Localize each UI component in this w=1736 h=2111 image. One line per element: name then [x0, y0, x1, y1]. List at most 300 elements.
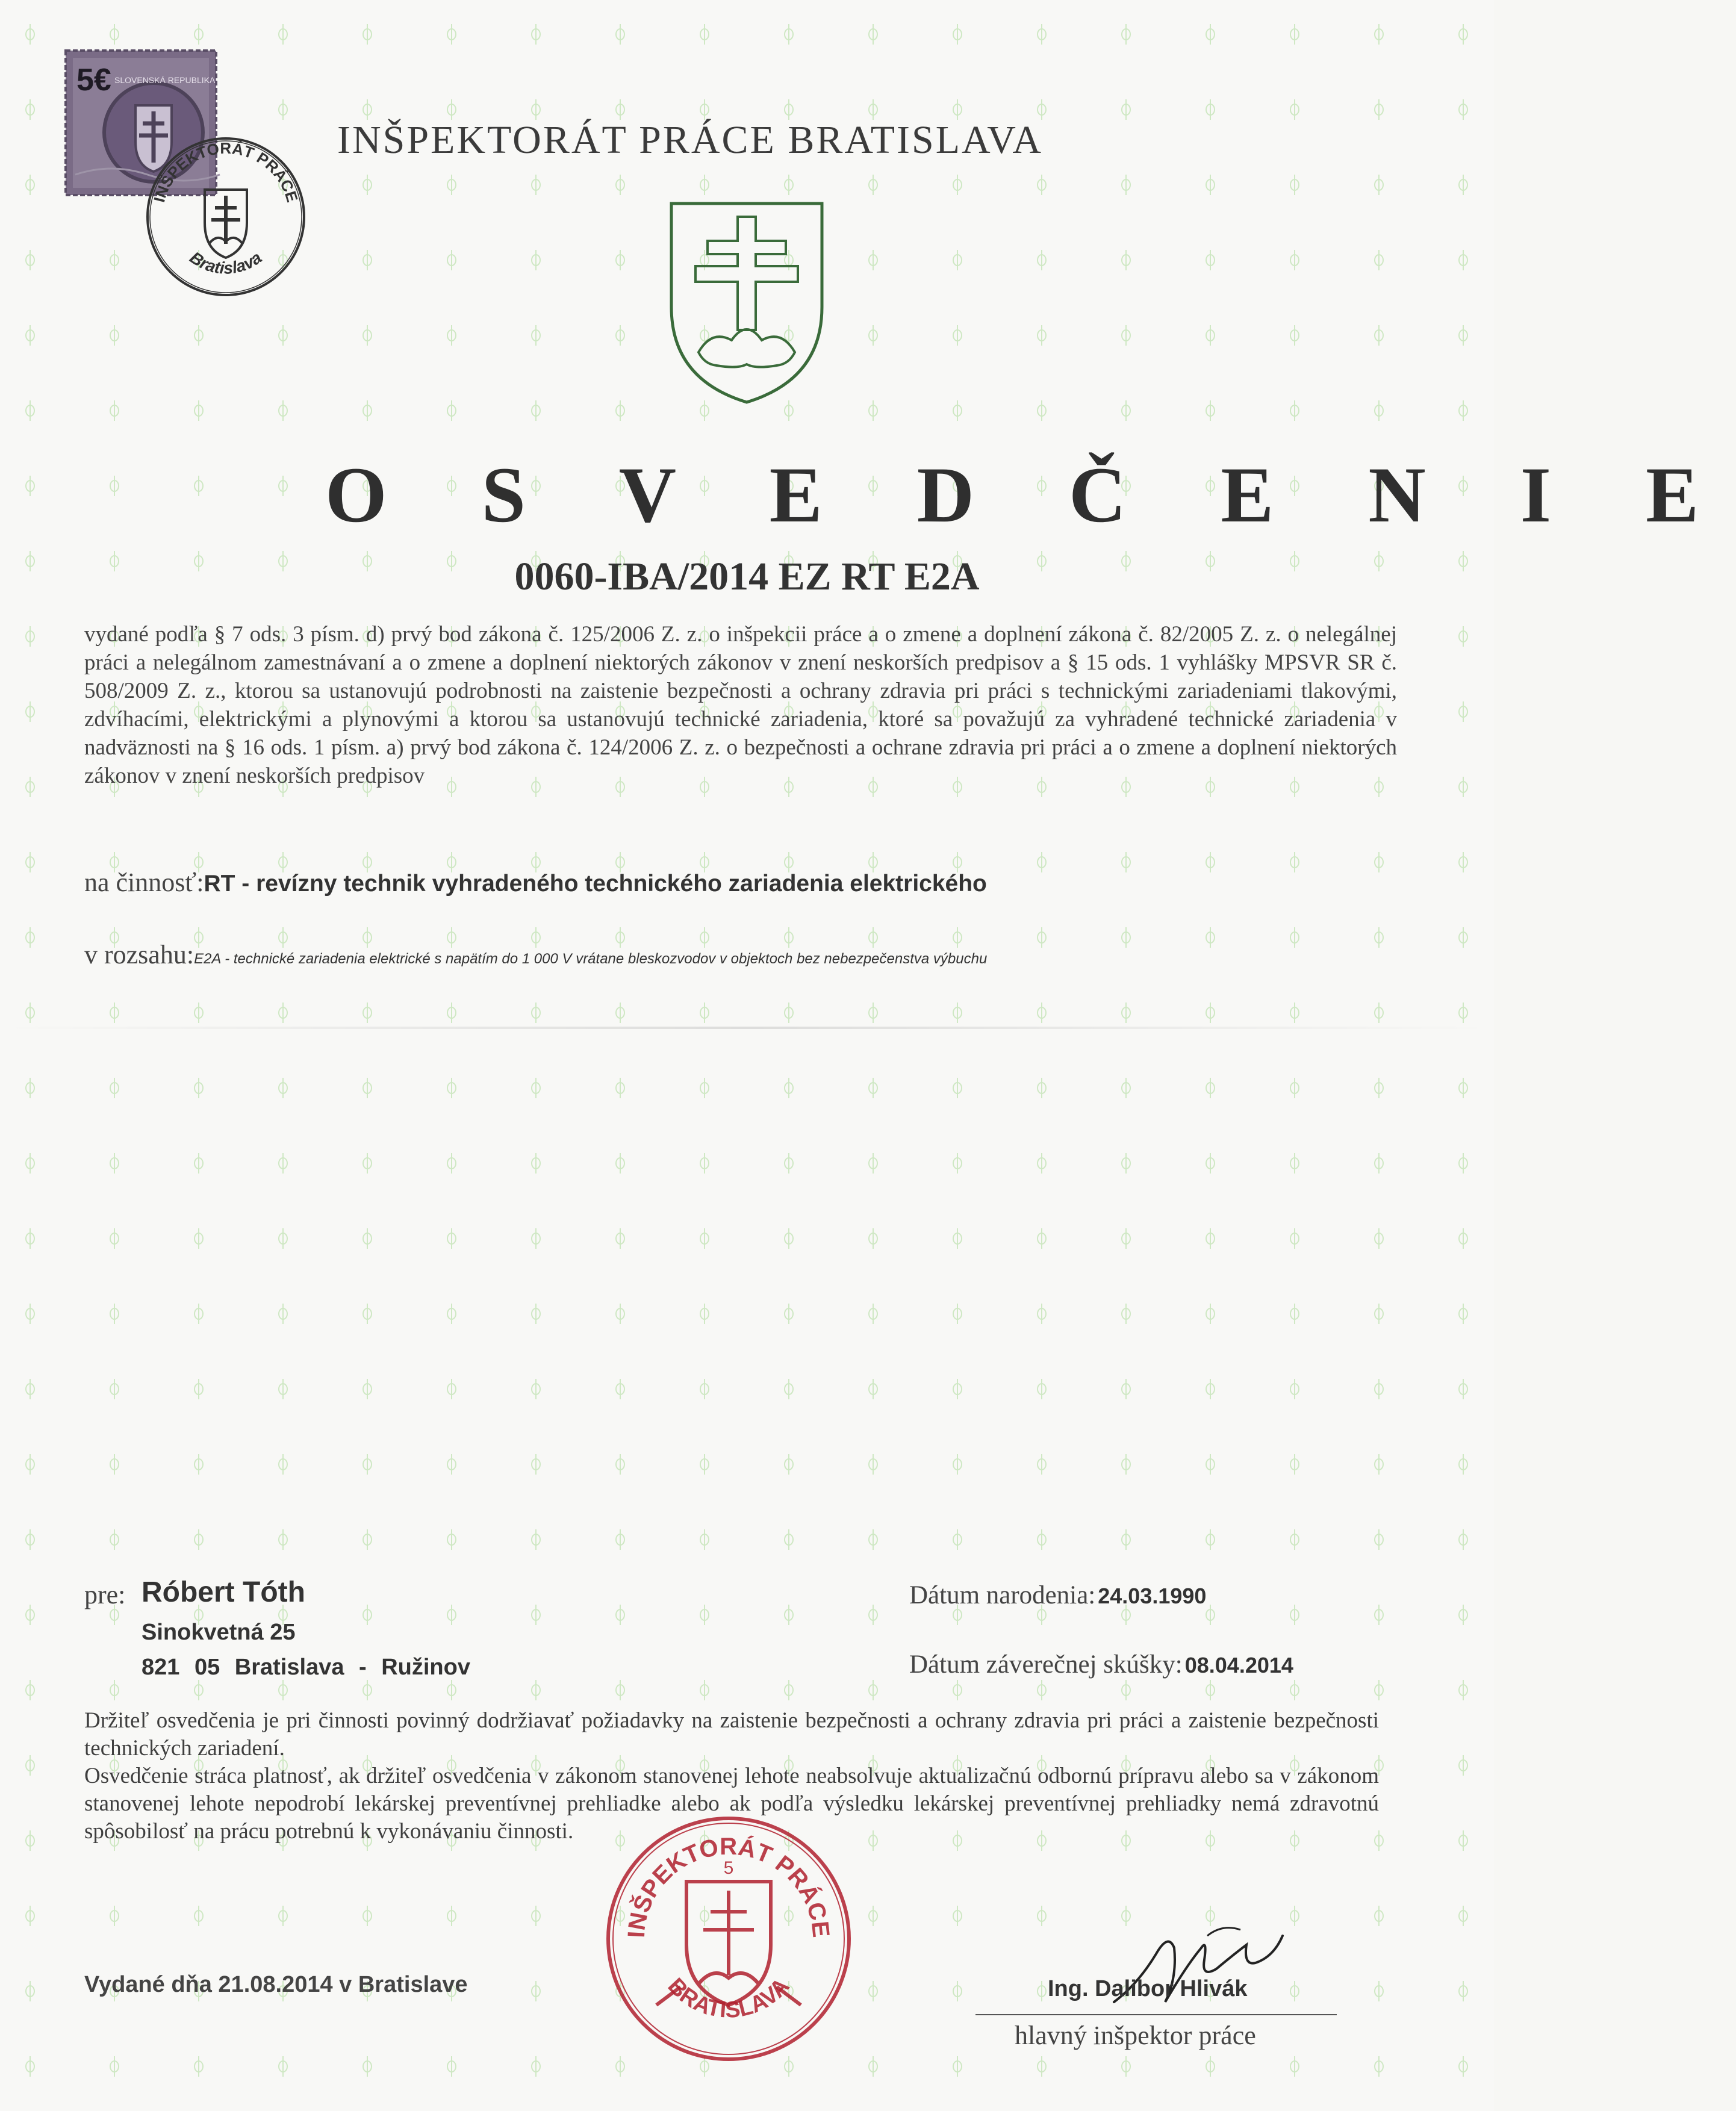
watermark-emblem-icon — [1206, 250, 1215, 270]
watermark-emblem-icon — [1459, 777, 1467, 797]
watermark-emblem-icon — [1038, 325, 1046, 346]
watermark-emblem-icon — [110, 1228, 119, 1249]
watermark-emblem-icon — [1459, 1153, 1467, 1174]
watermark-emblem-icon — [1459, 175, 1467, 195]
watermark-emblem-icon — [1206, 175, 1215, 195]
activity-label: na činnosť: — [84, 868, 204, 897]
watermark-emblem-icon — [1290, 1153, 1299, 1174]
watermark-emblem-icon — [1459, 400, 1467, 421]
watermark-emblem-icon — [869, 1078, 877, 1098]
watermark-emblem-icon — [869, 24, 877, 45]
watermark-emblem-icon — [194, 1454, 203, 1475]
watermark-emblem-icon — [1038, 1078, 1046, 1098]
watermark-emblem-icon — [532, 1379, 540, 1399]
legal-basis-text: vydané podľa § 7 ods. 3 písm. d) prvý bod zákona č. 125/2006 Z. z. o inšpekcii práce a o zmene a doplnení zákona č. 82/2005 Z. z. o nelegálnej práci a nelegálnom zamestnávaní a o zmene a doplnení niektorých zákonov v znení neskorších predpisov a § 15 ods. 1 vyhlášky MPSVR SR č. 508/2009 Z. z., ktorou sa ustanovujú podrobnosti na zaistenie bezpečnosti a ochrany zdravia pri práci s technickými zariadeniami tlakovými, zdvíhacími, elektrickými a plynovými a ktorou sa ustanovujú technické zariadenia, ktoré sa považujú za vyhradené technické zariadenia v nadväznosti na § 16 ods. 1 písm. a) prvý bod zákona č. 124/2006 Z. z. o bezpečnosti a ochrane zdravia pri práci a o zmene a doplnení niektorých zákonov v znení neskorších predpisov — [84, 622, 1397, 788]
watermark-emblem-icon — [1459, 1830, 1467, 1851]
watermark-emblem-icon — [26, 1680, 34, 1700]
watermark-emblem-icon — [110, 1906, 119, 1926]
watermark-emblem-icon — [110, 325, 119, 346]
watermark-emblem-icon — [447, 1078, 456, 1098]
watermark-emblem-icon — [1375, 99, 1383, 120]
watermark-emblem-icon — [532, 24, 540, 45]
signer-title: hlavný inšpektor práce — [1015, 2021, 1256, 2050]
watermark-emblem-icon — [279, 1304, 287, 1324]
watermark-emblem-icon — [532, 1906, 540, 1926]
watermark-emblem-icon — [194, 1379, 203, 1399]
watermark-emblem-icon — [785, 1228, 793, 1249]
watermark-emblem-icon — [1290, 1228, 1299, 1249]
watermark-emblem-icon — [1459, 927, 1467, 948]
watermark-emblem-icon — [785, 1153, 793, 1174]
watermark-emblem-icon — [26, 927, 34, 948]
watermark-emblem-icon — [110, 1003, 119, 1023]
watermark-emblem-icon — [616, 250, 624, 270]
signature-line — [975, 2014, 1337, 2015]
watermark-emblem-icon — [447, 1906, 456, 1926]
watermark-emblem-icon — [1459, 2056, 1467, 2077]
watermark-emblem-icon — [1038, 1153, 1046, 1174]
watermark-emblem-icon — [700, 99, 709, 120]
exam-date-value: 08.04.2014 — [1184, 1653, 1293, 1677]
watermark-emblem-icon — [363, 250, 372, 270]
watermark-emblem-icon — [953, 325, 962, 346]
watermark-emblem-icon — [1206, 1454, 1215, 1475]
watermark-emblem-icon — [363, 1680, 372, 1700]
revenue-stamp-text: SLOVENSKÁ REPUBLIKA — [114, 75, 216, 85]
watermark-emblem-icon — [785, 175, 793, 195]
watermark-emblem-icon — [1290, 1680, 1299, 1700]
watermark-emblem-icon — [1122, 175, 1130, 195]
watermark-emblem-icon — [1459, 1228, 1467, 1249]
watermark-emblem-icon — [1459, 626, 1467, 647]
watermark-emblem-icon — [1038, 1003, 1046, 1023]
watermark-emblem-icon — [26, 1153, 34, 1174]
watermark-emblem-icon — [616, 400, 624, 421]
watermark-emblem-icon — [363, 1379, 372, 1399]
watermark-emblem-icon — [785, 1680, 793, 1700]
watermark-emblem-icon — [279, 1680, 287, 1700]
holder-city: 821 05 Bratislava - Ružinov — [142, 1655, 470, 1680]
watermark-emblem-icon — [616, 99, 624, 120]
seal-bottom-text: BRATISLAVA — [662, 1973, 795, 2023]
watermark-emblem-icon — [869, 99, 877, 120]
watermark-emblem-icon — [447, 1304, 456, 1324]
watermark-emblem-icon — [1290, 400, 1299, 421]
watermark-emblem-icon — [279, 325, 287, 346]
holder-label: pre: — [84, 1580, 126, 1609]
watermark-emblem-icon — [1459, 701, 1467, 722]
watermark-emblem-icon — [1375, 1454, 1383, 1475]
watermark-emblem-icon — [1459, 24, 1467, 45]
watermark-emblem-icon — [1038, 175, 1046, 195]
watermark-emblem-icon — [279, 476, 287, 496]
watermark-emblem-icon — [785, 24, 793, 45]
watermark-emblem-icon — [363, 2056, 372, 2077]
watermark-emblem-icon — [26, 1304, 34, 1324]
watermark-emblem-icon — [1459, 1454, 1467, 1475]
watermark-emblem-icon — [26, 175, 34, 195]
watermark-emblem-icon — [869, 250, 877, 270]
watermark-emblem-icon — [700, 1379, 709, 1399]
watermark-emblem-icon — [1122, 99, 1130, 120]
holder-street: Sinokvetná 25 — [142, 1620, 296, 1645]
watermark-emblem-icon — [1290, 1078, 1299, 1098]
watermark-emblem-icon — [447, 175, 456, 195]
watermark-emblem-icon — [110, 1379, 119, 1399]
watermark-emblem-icon — [1290, 1379, 1299, 1399]
watermark-emblem-icon — [1038, 2056, 1046, 2077]
conditions-paragraph-1: Držiteľ osvedčenia je pri činnosti povinný dodržiavať požiadavky na zaistenie bezpečnosti a ochrany zdravia pri práci a zaistenie bezpečnosti technických zariadení. — [84, 1708, 1379, 1761]
watermark-emblem-icon — [1038, 1906, 1046, 1926]
watermark-emblem-icon — [279, 1003, 287, 1023]
watermark-emblem-icon — [363, 1078, 372, 1098]
watermark-emblem-icon — [26, 1605, 34, 1625]
watermark-emblem-icon — [616, 1379, 624, 1399]
watermark-emblem-icon — [869, 175, 877, 195]
watermark-emblem-icon — [953, 24, 962, 45]
watermark-emblem-icon — [447, 400, 456, 421]
watermark-emblem-icon — [26, 1078, 34, 1098]
seal-top-text: INŠPEKTORÁT PRÁCE — [623, 1833, 835, 1939]
watermark-emblem-icon — [1290, 1454, 1299, 1475]
watermark-emblem-icon — [953, 175, 962, 195]
watermark-emblem-icon — [616, 1078, 624, 1098]
watermark-emblem-icon — [194, 325, 203, 346]
watermark-emblem-icon — [1375, 24, 1383, 45]
watermark-emblem-icon — [1206, 1379, 1215, 1399]
watermark-emblem-icon — [869, 400, 877, 421]
watermark-emblem-icon — [532, 1153, 540, 1174]
watermark-emblem-icon — [1459, 1906, 1467, 1926]
fold-line — [0, 1027, 1494, 1029]
watermark-emblem-icon — [869, 325, 877, 346]
watermark-emblem-icon — [1459, 1981, 1467, 2001]
watermark-emblem-icon — [363, 1906, 372, 1926]
watermark-emblem-icon — [1206, 1228, 1215, 1249]
watermark-emblem-icon — [279, 2056, 287, 2077]
watermark-emblem-icon — [194, 1680, 203, 1700]
watermark-emblem-icon — [1375, 1906, 1383, 1926]
watermark-emblem-icon — [194, 476, 203, 496]
watermark-emblem-icon — [785, 1529, 793, 1550]
watermark-emblem-icon — [1038, 1228, 1046, 1249]
birth-date-row — [909, 1581, 1206, 1610]
watermark-emblem-icon — [953, 1680, 962, 1700]
watermark-emblem-icon — [953, 1379, 962, 1399]
watermark-emblem-icon — [363, 325, 372, 346]
watermark-emblem-icon — [26, 626, 34, 647]
watermark-emblem-icon — [447, 1605, 456, 1625]
watermark-emblem-icon — [1459, 852, 1467, 872]
watermark-emblem-icon — [194, 1529, 203, 1550]
coat-of-arms-icon — [665, 199, 828, 406]
watermark-emblem-icon — [26, 400, 34, 421]
watermark-emblem-icon — [1459, 1755, 1467, 1776]
watermark-emblem-icon — [1122, 2056, 1130, 2077]
watermark-emblem-icon — [447, 250, 456, 270]
watermark-emblem-icon — [1375, 1228, 1383, 1249]
exam-date-row — [909, 1650, 1293, 1679]
watermark-emblem-icon — [1375, 1680, 1383, 1700]
watermark-emblem-icon — [363, 1153, 372, 1174]
watermark-emblem-icon — [279, 1906, 287, 1926]
watermark-emblem-icon — [110, 250, 119, 270]
watermark-emblem-icon — [1290, 250, 1299, 270]
watermark-emblem-icon — [1038, 1379, 1046, 1399]
watermark-emblem-icon — [26, 777, 34, 797]
watermark-emblem-icon — [110, 400, 119, 421]
watermark-emblem-icon — [1290, 1304, 1299, 1324]
watermark-emblem-icon — [363, 1529, 372, 1550]
watermark-emblem-icon — [1038, 250, 1046, 270]
watermark-emblem-icon — [26, 1981, 34, 2001]
watermark-emblem-icon — [363, 1454, 372, 1475]
watermark-emblem-icon — [1375, 250, 1383, 270]
activity-value: RT - revízny technik vyhradeného technického zariadenia elektrického — [204, 871, 987, 897]
watermark-emblem-icon — [447, 1379, 456, 1399]
watermark-emblem-icon — [785, 99, 793, 120]
watermark-emblem-icon — [953, 1228, 962, 1249]
watermark-emblem-icon — [26, 1755, 34, 1776]
watermark-emblem-icon — [616, 175, 624, 195]
watermark-emblem-icon — [1290, 99, 1299, 120]
birth-date-label: Dátum narodenia: — [909, 1581, 1096, 1609]
watermark-emblem-icon — [532, 325, 540, 346]
watermark-emblem-icon — [700, 175, 709, 195]
watermark-emblem-icon — [363, 400, 372, 421]
watermark-emblem-icon — [194, 1906, 203, 1926]
watermark-emblem-icon — [700, 1228, 709, 1249]
watermark-emblem-icon — [279, 1078, 287, 1098]
watermark-emblem-icon — [869, 1680, 877, 1700]
watermark-emblem-icon — [953, 99, 962, 120]
watermark-emblem-icon — [1375, 1605, 1383, 1625]
watermark-emblem-icon — [447, 325, 456, 346]
watermark-emblem-icon — [1206, 99, 1215, 120]
watermark-emblem-icon — [869, 1605, 877, 1625]
holder-name: Róbert Tóth — [142, 1576, 305, 1608]
watermark-emblem-icon — [110, 1529, 119, 1550]
exam-date-label: Dátum záverečnej skúšky: — [909, 1650, 1183, 1679]
watermark-emblem-icon — [1375, 175, 1383, 195]
watermark-emblem-icon — [1459, 1529, 1467, 1550]
watermark-emblem-icon — [1038, 1981, 1046, 2001]
watermark-emblem-icon — [700, 1529, 709, 1550]
watermark-emblem-icon — [1375, 2056, 1383, 2077]
watermark-emblem-icon — [1206, 1605, 1215, 1625]
watermark-emblem-icon — [26, 1228, 34, 1249]
watermark-emblem-icon — [700, 1003, 709, 1023]
watermark-emblem-icon — [953, 2056, 962, 2077]
watermark-emblem-icon — [1459, 325, 1467, 346]
watermark-emblem-icon — [447, 2056, 456, 2077]
watermark-emblem-icon — [447, 24, 456, 45]
watermark-emblem-icon — [1206, 1680, 1215, 1700]
birth-date-value: 24.03.1990 — [1098, 1584, 1207, 1608]
watermark-emblem-icon — [532, 1003, 540, 1023]
watermark-emblem-icon — [194, 24, 203, 45]
conditions-paragraph-2: Osvedčenie stráca platnosť, ak držiteľ osvedčenia v zákonom stanovenej lehote neabsolvuje aktualizačnú odbornú prípravu alebo sa v zákonom stanovenej lehote nepodrobí lekárskej preventívnej prehliadke alebo ak podľa výsledku lekárskej preventívnej prehliadky nemá zdravotnú spôsobilosť na prácu potrebnú k vykonávaniu činnosti. — [84, 1764, 1379, 1844]
watermark-emblem-icon — [1375, 1304, 1383, 1324]
watermark-emblem-icon — [532, 1454, 540, 1475]
watermark-emblem-icon — [953, 1454, 962, 1475]
watermark-emblem-icon — [1206, 400, 1215, 421]
watermark-emblem-icon — [953, 1529, 962, 1550]
watermark-emblem-icon — [616, 325, 624, 346]
watermark-emblem-icon — [1459, 250, 1467, 270]
activity-row — [84, 867, 1409, 898]
watermark-emblem-icon — [1375, 400, 1383, 421]
watermark-emblem-icon — [26, 1529, 34, 1550]
watermark-emblem-icon — [1206, 2056, 1215, 2077]
watermark-emblem-icon — [1290, 175, 1299, 195]
watermark-emblem-icon — [194, 1153, 203, 1174]
watermark-emblem-icon — [1459, 1078, 1467, 1098]
watermark-emblem-icon — [1122, 1003, 1130, 1023]
watermark-emblem-icon — [279, 1379, 287, 1399]
watermark-emblem-icon — [532, 1605, 540, 1625]
watermark-emblem-icon — [616, 1529, 624, 1550]
watermark-emblem-icon — [26, 852, 34, 872]
watermark-emblem-icon — [869, 1529, 877, 1550]
office-stamp-bottom-text: Bratislava — [186, 247, 266, 278]
watermark-emblem-icon — [1290, 24, 1299, 45]
watermark-emblem-icon — [532, 1304, 540, 1324]
watermark-emblem-icon — [785, 1605, 793, 1625]
watermark-emblem-icon — [532, 1981, 540, 2001]
watermark-emblem-icon — [953, 1153, 962, 1174]
watermark-emblem-icon — [1206, 24, 1215, 45]
watermark-emblem-icon — [26, 24, 34, 45]
watermark-emblem-icon — [447, 1454, 456, 1475]
document-title: O S V E D Č E N I E — [325, 450, 1736, 539]
watermark-emblem-icon — [194, 2056, 203, 2077]
issue-date-place: Vydané dňa 21.08.2014 v Bratislave — [84, 1972, 468, 1997]
scope-label: v rozsahu: — [84, 940, 194, 969]
watermark-emblem-icon — [194, 1304, 203, 1324]
watermark-emblem-icon — [26, 1906, 34, 1926]
watermark-emblem-icon — [279, 1153, 287, 1174]
svg-text:Bratislava — [187, 248, 266, 278]
watermark-emblem-icon — [532, 400, 540, 421]
watermark-emblem-icon — [279, 400, 287, 421]
watermark-emblem-icon — [26, 701, 34, 722]
watermark-emblem-icon — [616, 24, 624, 45]
watermark-emblem-icon — [1038, 400, 1046, 421]
watermark-emblem-icon — [532, 2056, 540, 2077]
certificate-number: 0060-IBA/2014 EZ RT E2A — [514, 555, 980, 598]
watermark-emblem-icon — [785, 1003, 793, 1023]
watermark-emblem-icon — [1375, 1003, 1383, 1023]
watermark-emblem-icon — [110, 476, 119, 496]
watermark-emblem-icon — [279, 1529, 287, 1550]
watermark-emblem-icon — [1038, 99, 1046, 120]
watermark-emblem-icon — [953, 1906, 962, 1926]
watermark-emblem-icon — [447, 1228, 456, 1249]
watermark-emblem-icon — [279, 99, 287, 120]
watermark-emblem-icon — [700, 1605, 709, 1625]
svg-text:INŠPEKTORÁT PRÁCE — [150, 139, 302, 204]
watermark-emblem-icon — [194, 400, 203, 421]
watermark-emblem-icon — [700, 1153, 709, 1174]
watermark-emblem-icon — [1122, 1454, 1130, 1475]
watermark-emblem-icon — [1459, 1680, 1467, 1700]
watermark-emblem-icon — [1375, 325, 1383, 346]
watermark-emblem-icon — [110, 1153, 119, 1174]
watermark-emblem-icon — [700, 24, 709, 45]
watermark-emblem-icon — [110, 1680, 119, 1700]
watermark-emblem-icon — [616, 1153, 624, 1174]
watermark-emblem-icon — [785, 1454, 793, 1475]
watermark-emblem-icon — [1038, 1680, 1046, 1700]
watermark-emblem-icon — [363, 1228, 372, 1249]
watermark-emblem-icon — [869, 1153, 877, 1174]
office-round-stamp — [135, 132, 316, 301]
watermark-emblem-icon — [532, 250, 540, 270]
watermark-emblem-icon — [616, 1680, 624, 1700]
watermark-emblem-icon — [869, 1454, 877, 1475]
watermark-emblem-icon — [1290, 1003, 1299, 1023]
watermark-emblem-icon — [194, 1078, 203, 1098]
watermark-emblem-icon — [110, 2056, 119, 2077]
watermark-emblem-icon — [700, 1680, 709, 1700]
watermark-emblem-icon — [532, 1228, 540, 1249]
watermark-emblem-icon — [110, 24, 119, 45]
watermark-emblem-icon — [1375, 1529, 1383, 1550]
watermark-emblem-icon — [1290, 325, 1299, 346]
watermark-emblem-icon — [1459, 99, 1467, 120]
watermark-emblem-icon — [1122, 1153, 1130, 1174]
watermark-emblem-icon — [532, 99, 540, 120]
watermark-emblem-icon — [110, 1304, 119, 1324]
office-stamp-top-text: INŠPEKTORÁT PRÁCE — [150, 138, 302, 205]
watermark-emblem-icon — [616, 1605, 624, 1625]
watermark-emblem-icon — [869, 1003, 877, 1023]
watermark-emblem-icon — [363, 24, 372, 45]
watermark-emblem-icon — [279, 24, 287, 45]
watermark-emblem-icon — [953, 250, 962, 270]
watermark-emblem-icon — [616, 1454, 624, 1475]
watermark-emblem-icon — [1122, 1680, 1130, 1700]
watermark-emblem-icon — [26, 325, 34, 346]
watermark-emblem-icon — [869, 1981, 877, 2001]
watermark-emblem-icon — [1038, 1454, 1046, 1475]
watermark-emblem-icon — [869, 1379, 877, 1399]
watermark-emblem-icon — [953, 1078, 962, 1098]
authority-title: INŠPEKTORÁT PRÁCE BRATISLAVA — [337, 118, 1044, 162]
watermark-emblem-icon — [532, 1078, 540, 1098]
watermark-emblem-icon — [1375, 1078, 1383, 1098]
watermark-emblem-icon — [110, 1078, 119, 1098]
watermark-emblem-icon — [279, 1454, 287, 1475]
watermark-emblem-icon — [1290, 1529, 1299, 1550]
watermark-emblem-icon — [363, 99, 372, 120]
watermark-emblem-icon — [1122, 1228, 1130, 1249]
watermark-emblem-icon — [363, 175, 372, 195]
watermark-emblem-icon — [1206, 1078, 1215, 1098]
watermark-emblem-icon — [1206, 1153, 1215, 1174]
watermark-emblem-icon — [1206, 325, 1215, 346]
watermark-emblem-icon — [1206, 1003, 1215, 1023]
watermark-emblem-icon — [1375, 1379, 1383, 1399]
watermark-emblem-icon — [1122, 1379, 1130, 1399]
watermark-emblem-icon — [279, 1228, 287, 1249]
watermark-emblem-icon — [1122, 1078, 1130, 1098]
watermark-emblem-icon — [953, 1304, 962, 1324]
watermark-emblem-icon — [447, 99, 456, 120]
watermark-emblem-icon — [363, 1304, 372, 1324]
watermark-emblem-icon — [1206, 1529, 1215, 1550]
